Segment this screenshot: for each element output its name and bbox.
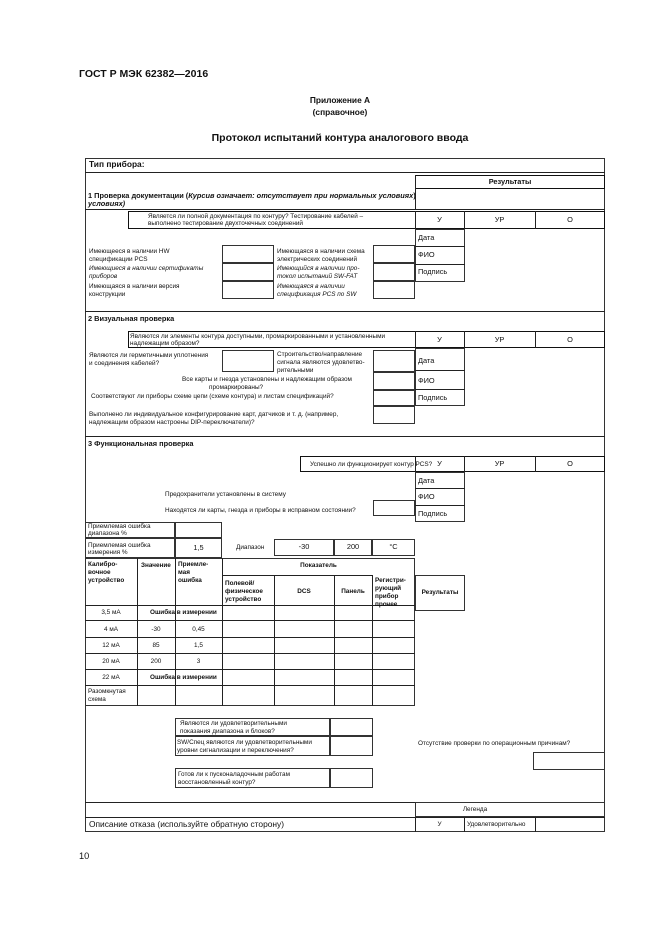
legend-meaning: Удовлетворительно (467, 821, 526, 828)
s2-answer-ur[interactable]: УР (494, 335, 505, 344)
annex-title: Приложение А (309, 95, 371, 105)
col-field-line2: физическое (225, 588, 263, 595)
s1-signature: Подпись (418, 267, 448, 276)
doc-wiring-line2: электрических соединений (277, 256, 358, 263)
row-4ma-device: 4 мА (104, 626, 118, 633)
s3-signature: Подпись (418, 509, 448, 518)
col-rec-line1: Регистри- (375, 577, 406, 584)
range-max: 200 (346, 542, 360, 551)
range-label: Диапазон (236, 544, 265, 551)
s3-date: Дата (418, 476, 435, 485)
doc-certs-checkbox[interactable] (222, 263, 274, 281)
meas-error-value: 1,5 (193, 543, 204, 552)
s2-build-line2: сигнала являются удовлетво- (277, 359, 365, 366)
range-unit: °C (389, 542, 398, 551)
section1-question-line2: выполнено тестирование двухточечных соединений (148, 220, 303, 227)
col-indicator: Показатель (300, 562, 337, 569)
doc-hw-spec-checkbox[interactable] (222, 245, 274, 263)
range-min: -30 (298, 542, 310, 551)
meas-error-line2: измерения % (88, 549, 128, 556)
device-type-label: Тип прибора: (89, 159, 145, 169)
row-open-line2: схема (88, 696, 106, 703)
s2-seals-line2: и соединения кабелей? (89, 360, 160, 367)
row-12ma-value: 85 (152, 642, 160, 649)
doc-swfat-line2: токол испытаний SW-FAT (277, 273, 358, 280)
s2-build-line3: рительными (277, 367, 314, 374)
doc-wiring-checkbox[interactable] (373, 245, 415, 263)
failure-description: Описание отказа (используйте обратную сторону) (89, 819, 285, 829)
row-22ma-device: 22 мА (102, 674, 120, 681)
doc-swspec-checkbox[interactable] (373, 281, 415, 299)
s2-config-line2: надлежащим образом настроены DIP-переключатели)? (89, 419, 255, 426)
s3-cards-checkbox[interactable] (373, 500, 415, 516)
doc-swfat-checkbox[interactable] (373, 263, 415, 281)
col-allow-line1: Приемле- (178, 561, 209, 568)
col-rec-line3: прибор (375, 593, 399, 600)
s2-answer-yes[interactable]: У (437, 335, 442, 344)
q-alarm-line1: SW/Спец являются ли удовлетворительными (177, 739, 312, 746)
s2-fio: ФИО (418, 376, 435, 385)
doc-hw-spec-line2: спецификации PCS (89, 256, 148, 263)
row-12ma-error: 1,5 (194, 642, 203, 649)
s3-cards: Находятся ли карты, гнезда и приборы в исправном состоянии? (165, 507, 356, 514)
col-results: Результаты (421, 589, 459, 596)
s3-answer-o[interactable]: О (567, 459, 573, 468)
col-rec-line4: прочее (375, 601, 398, 608)
row-20ma-error: 3 (196, 658, 201, 665)
s2-signature: Подпись (418, 393, 448, 402)
col-calib-line1: Калибро- (88, 561, 118, 568)
s1-date: Дата (418, 233, 435, 242)
range-error-value[interactable] (175, 522, 222, 538)
legend-key: У (437, 821, 442, 828)
col-dcs: DCS (297, 588, 311, 595)
standard-header: ГОСТ Р МЭК 62382—2016 (79, 68, 209, 80)
s3-answer-yes[interactable]: У (437, 459, 442, 468)
row-12ma-device: 12 мА (102, 642, 120, 649)
row-open-line1: Разомкнутая (88, 688, 126, 695)
q-range-display-line2: показания диапазона и блоков? (180, 728, 275, 735)
no-check-checkbox[interactable] (533, 752, 605, 770)
row-4ma-error: 0,45 (192, 626, 205, 633)
doc-certs-line1: Имеющиеся в наличии сертификаты (89, 265, 204, 272)
col-allow-line3: ошибка (178, 577, 202, 584)
s2-cards-checkbox[interactable] (373, 372, 415, 390)
col-panel: Панель (341, 588, 365, 595)
row-3-5ma-device: 3,5 мА (101, 609, 121, 616)
doc-swspec-line1: Имеющаяся в наличии (277, 283, 345, 290)
doc-version-checkbox[interactable] (222, 281, 274, 299)
doc-wiring-line1: Имеющаяся в наличии схема (277, 248, 365, 255)
doc-swfat-line1: Имеющийся в наличии про- (277, 265, 360, 272)
s2-config-checkbox[interactable] (373, 406, 415, 424)
section2-title: 2 Визуальная проверка (88, 314, 175, 323)
col-rec-line2: рующий (375, 585, 402, 592)
results-header: Результаты (488, 177, 532, 186)
q-commission-line1: Готов ли к пусконаладочным работам (178, 771, 290, 778)
doc-version-line2: конструкции (89, 291, 126, 298)
q-alarm-checkbox[interactable] (330, 736, 373, 756)
s2-config-line1: Выполнено ли индивидуальное конфигурирование карт, датчиков и т. д. (например, (89, 411, 339, 418)
row-22ma-meas-error: Ошибка в измерении (150, 674, 217, 681)
s3-fuses: Предохранители установлены в систему (165, 491, 286, 498)
doc-certs-line2: приборов (89, 273, 118, 280)
s2-seals-line1: Являются ли герметичными уплотнения (89, 352, 209, 359)
s2-date: Дата (418, 356, 435, 365)
s3-fio: ФИО (418, 492, 435, 501)
s2-scheme-checkbox[interactable] (373, 390, 415, 406)
s3-answer-ur[interactable]: УР (494, 459, 505, 468)
row-20ma-value: 200 (150, 658, 162, 665)
q-commission-checkbox[interactable] (330, 768, 373, 788)
page-title: Протокол испытаний контура аналогового ввода (211, 132, 469, 144)
s1-fio: ФИО (418, 250, 435, 259)
range-error-line1: Приемлемая ошибка (88, 523, 151, 530)
s2-answer-o[interactable]: О (567, 335, 573, 344)
s1-answer-o[interactable]: О (567, 215, 573, 224)
doc-hw-spec-line1: Имеющееся в наличии HW (89, 248, 170, 255)
row-4ma-value: -30 (151, 626, 161, 633)
q-range-display-checkbox[interactable] (330, 718, 373, 736)
s2-cards-line2: промаркированы? (209, 384, 264, 391)
row-3-5ma-meas-error: Ошибка в измерении (150, 609, 217, 616)
col-calib-line3: устройство (88, 577, 125, 584)
row-20ma-device: 20 мА (102, 658, 120, 665)
q-commission-line2: восстановленный контур? (178, 779, 256, 786)
section1-question-line1: Является ли полной документация по контуру? Тестирование кабелей – (148, 213, 364, 220)
section3-title: 3 Функциональная проверка (88, 439, 194, 448)
s2-build-checkbox[interactable] (373, 350, 415, 372)
s2-question-line1: Являются ли элементы контура доступными, промаркированными и установленными (130, 333, 386, 340)
meas-error-line1: Приемлемая ошибка (88, 542, 151, 549)
q-range-display-line1: Являются ли удовлетворительными (180, 720, 287, 727)
doc-version-line1: Имеющаяся в наличии версия (89, 283, 180, 290)
q-alarm-line2: уровни сигнализации и переключения? (177, 747, 294, 754)
s2-scheme-question: Соответствуют ли приборы схеме цепи (схеме контура) и листам спецификаций? (91, 393, 334, 400)
page-number: 10 (79, 851, 90, 861)
s3-question: Успешно ли функционирует контур PCS? (310, 461, 433, 468)
legend-title: Легенда (462, 806, 488, 813)
s2-question-line2: надлежащим образом? (130, 340, 200, 347)
s2-cards-line1: Все карты и гнезда установлены и надлежащим образом (182, 376, 352, 383)
doc-swspec-line2: спецификация PCS по SW (277, 291, 357, 298)
col-allow-line2: мая (178, 569, 190, 576)
s2-build-line1: Строительство/направление (277, 351, 363, 358)
col-calib-line2: вочное (88, 569, 111, 576)
col-field-line3: устройство (225, 596, 262, 603)
s1-answer-ur[interactable]: УР (494, 215, 505, 224)
s1-answer-yes[interactable]: У (437, 215, 442, 224)
s2-seals-checkbox[interactable] (222, 350, 274, 372)
section1-title: 1 Проверка документации (Курсив означает: отсутствует при нормальных условиях) (88, 191, 416, 200)
no-check-question: Отсутствие проверки по операционным причинам? (418, 740, 571, 747)
col-value: Значение (141, 562, 171, 569)
col-field-line1: Полевой/ (225, 580, 255, 587)
annex-type: (справочное) (312, 107, 368, 117)
range-error-line2: диапазона % (88, 530, 127, 537)
